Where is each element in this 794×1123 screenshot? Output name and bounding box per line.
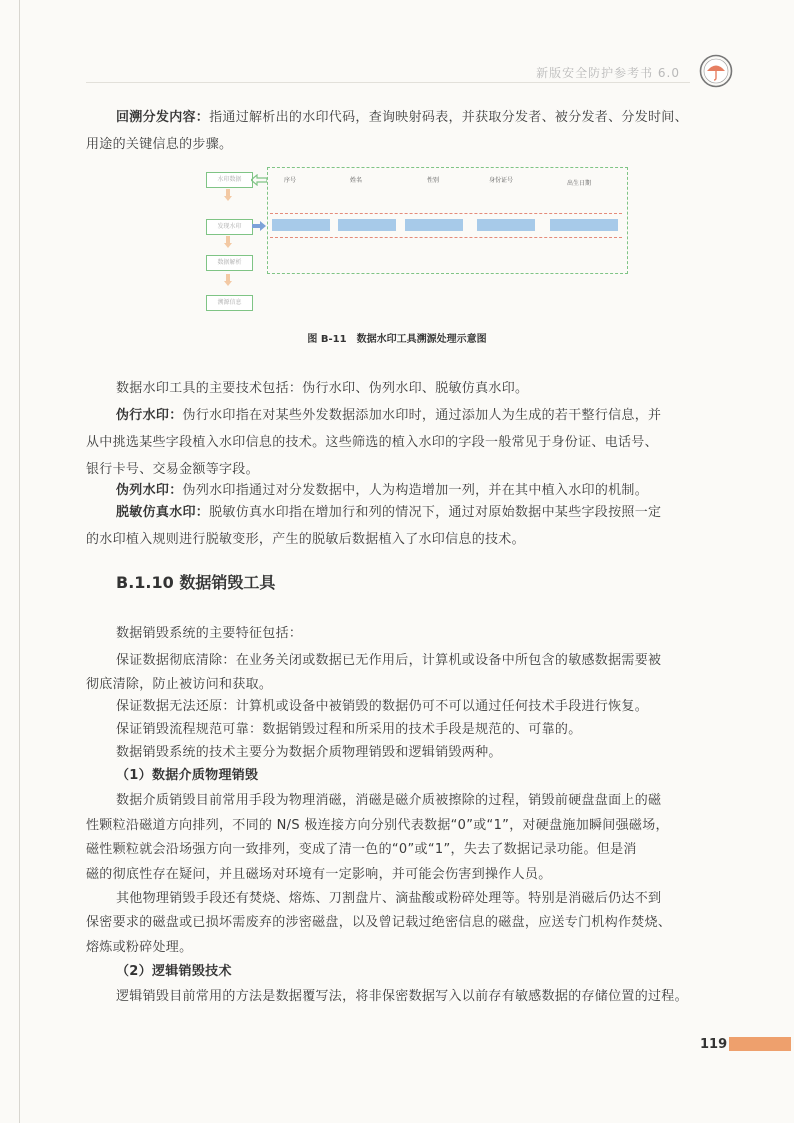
paragraph-line: 保证数据无法还原：计算机或设备中被销毁的数据仍可不可以通过任何技术手段进行恢复。 (116, 699, 649, 714)
paragraph-trace-content: 回溯分发内容：指通过解析出的水印代码，查询映射码表，并获取分发者、被分发者、分发时间、 (116, 110, 688, 125)
down-arrow-icon (224, 236, 232, 248)
column-header: 身份证号 (489, 177, 514, 184)
paragraph-line: 用途的关键信息的步骤。 (86, 137, 233, 152)
paragraph-line: 保密要求的磁盘或已损坏需废弃的涉密磁盘，以及曾记载过绝密信息的磁盘，应送专门机构作焚烧、 (86, 915, 672, 930)
flow-box-discover-watermark: 发现水印 (206, 219, 253, 235)
paragraph-line: 彻底清除，防止被访问和获取。 (86, 677, 273, 692)
paragraph-fake-column: 伪列水印：伪列水印指通过对分发数据中，人为构造增加一列，并在其中植入水印的机制。 (116, 483, 649, 498)
header-title: 新版安全防护参考书 6.0 (536, 66, 680, 80)
header-rule (86, 82, 690, 83)
paragraph-line: 数据介质销毁目前常用手段为物理消磁，消磁是磁介质被擦除的过程，销毁前硬盘盘面上的磁 (116, 793, 662, 808)
table-row-divider (270, 237, 622, 238)
subheading: （2）逻辑销毁技术 (116, 964, 232, 979)
paragraph-line: 逻辑销毁目前常用的方法是数据覆写法，将非保密数据写入以前存有敏感数据的存储位置的过程。 (116, 989, 688, 1004)
watermark-cell (405, 219, 463, 231)
watermark-cell (338, 219, 396, 231)
watermark-cell (272, 219, 330, 231)
column-header: 出生日期 (567, 180, 592, 187)
section-title: B.1.10 数据销毁工具 (116, 573, 276, 592)
page-accent-bar (729, 1037, 791, 1051)
paragraph-line: 性颗粒沿磁道方向排列，不同的 N/S 极连接方向分别代表数据“0”或“1”，对硬盘施加瞬间强磁场， (86, 818, 669, 833)
column-header: 性别 (427, 177, 440, 184)
flow-box-trace-info: 溯源信息 (206, 295, 253, 311)
page-number: 119 (700, 1037, 728, 1052)
flow-box-data-parse: 数据解析 (206, 255, 253, 271)
right-arrow-icon (252, 221, 266, 231)
paragraph-line: 数据销毁系统的技术主要分为数据介质物理销毁和逻辑销毁两种。 (116, 745, 502, 760)
umbrella-logo-icon (699, 54, 733, 88)
paragraph-line: 数据水印工具的主要技术包括：伪行水印、伪列水印、脱敏仿真水印。 (116, 381, 529, 396)
watermark-cell (477, 219, 535, 231)
down-arrow-icon (224, 274, 232, 286)
subheading: （1）数据介质物理销毁 (116, 768, 259, 783)
paragraph-line: 银行卡号、交易金额等字段。 (86, 462, 259, 477)
paragraph-line: 保证数据彻底清除：在业务关闭或数据已无作用后，计算机或设备中所包含的敏感数据需要被 (116, 653, 662, 668)
paragraph-line: 熔炼或粉碎处理。 (86, 940, 193, 955)
table-row-divider (270, 213, 622, 214)
paragraph-line: 磁的彻底性存在疑问，并且磁场对环境有一定影响，并可能会伤害到操作人员。 (86, 867, 552, 882)
paragraph-line: 磁性颗粒就会沿场强方向一致排列，变成了清一色的“0”或“1”，失去了数据记录功能。但是消 (86, 842, 637, 857)
column-header: 姓名 (350, 177, 363, 184)
flow-box-watermark-data: 水印数据 (206, 172, 253, 188)
watermark-cell (550, 219, 618, 231)
paragraph-line: 的水印植入规则进行脱敏变形，产生的脱敏后数据植入了水印信息的技术。 (86, 532, 525, 547)
paragraph-line: 其他物理销毁手段还有焚烧、熔炼、刀割盘片、滴盐酸或粉碎处理等。特别是消磁后仍达不到 (116, 891, 662, 906)
paragraph-line: 数据销毁系统的主要特征包括： (116, 626, 303, 641)
paragraph-line: 保证销毁流程规范可靠：数据销毁过程和所采用的技术手段是规范的、可靠的。 (116, 722, 582, 737)
binding-line (19, 0, 20, 1123)
paragraph-fake-row: 伪行水印：伪行水印指在对某些外发数据添加水印时，通过添加人为生成的若干整行信息，并 (116, 408, 662, 423)
paragraph-masking-watermark: 脱敏仿真水印：脱敏仿真水印指在增加行和列的情况下，通过对原始数据中某些字段按照一定 (116, 505, 662, 520)
down-arrow-icon (224, 189, 232, 201)
figure-caption: 图 B-11 数据水印工具溯源处理示意图 (307, 334, 487, 345)
column-header: 序号 (284, 177, 297, 184)
left-arrow-icon (251, 174, 267, 186)
paragraph-line: 从中挑选某些字段植入水印信息的技术。这些筛选的植入水印的字段一般常见于身份证、电话号、 (86, 435, 658, 450)
